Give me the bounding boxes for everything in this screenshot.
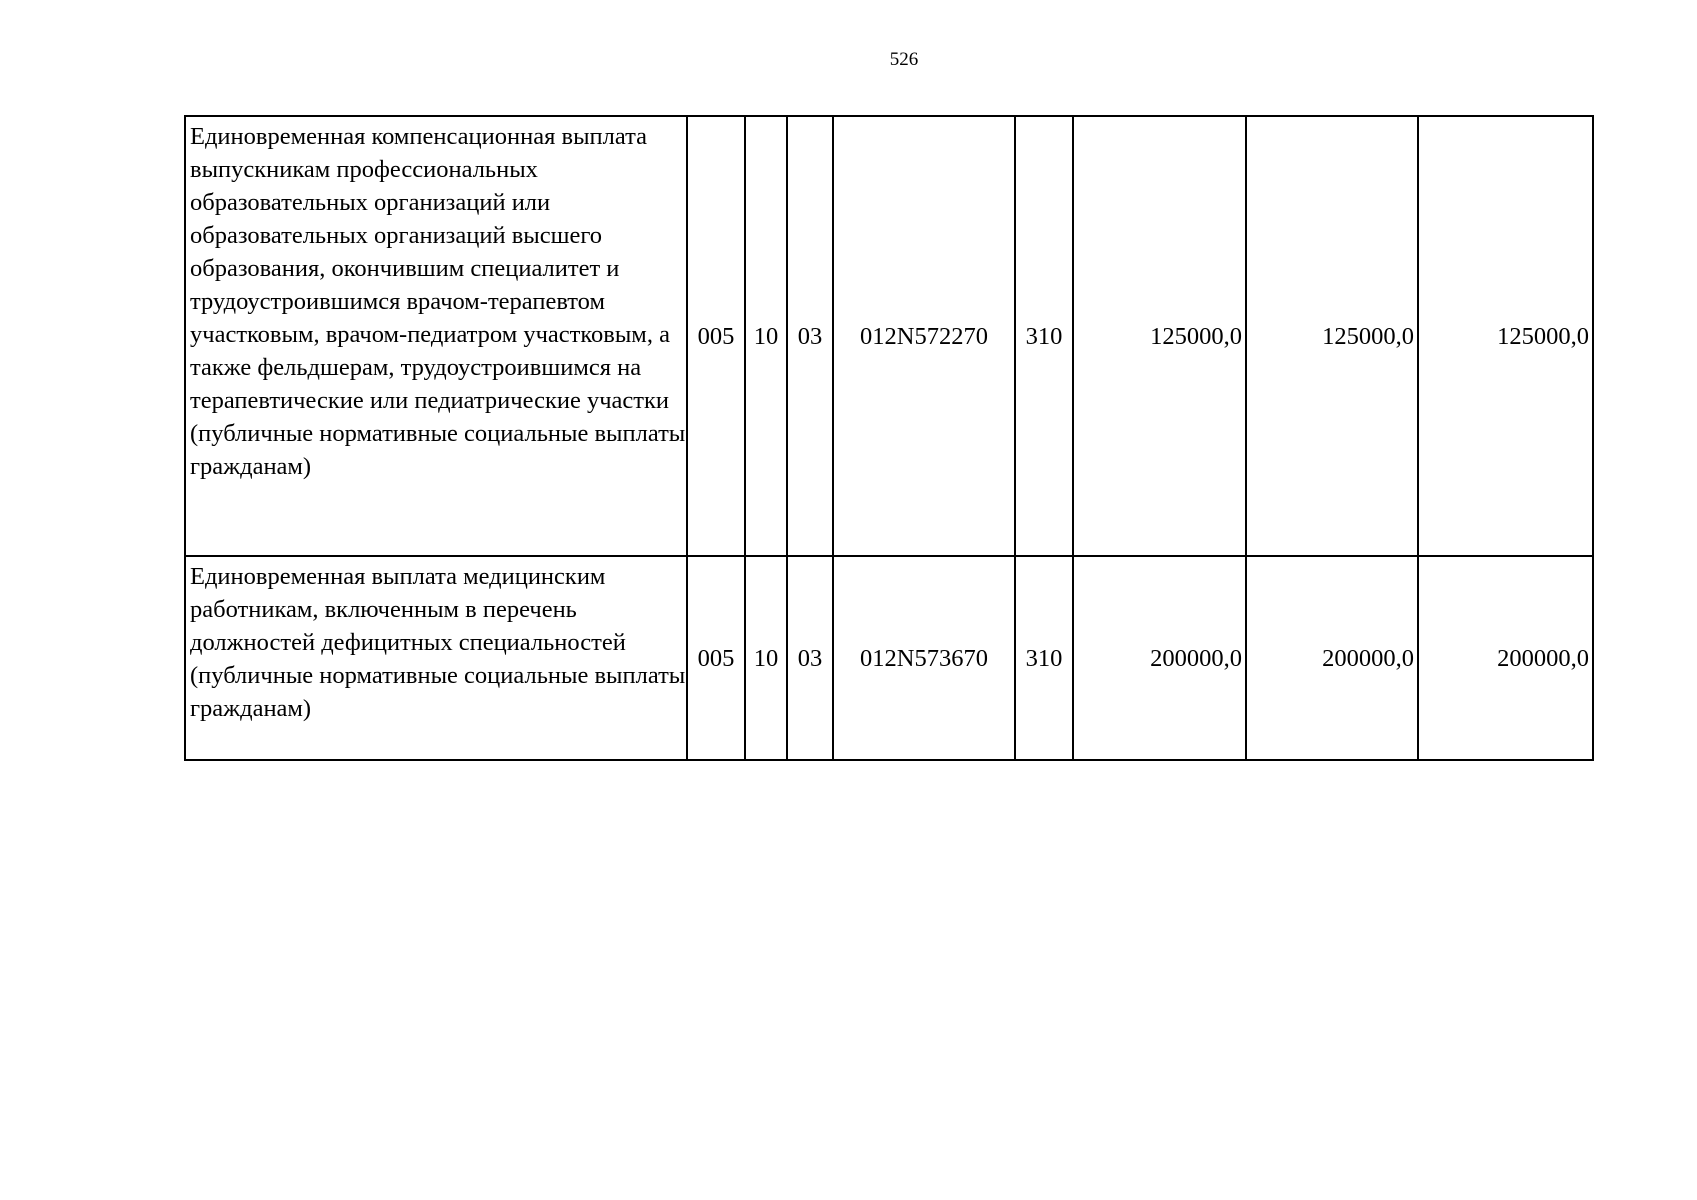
- ministry-code: 005: [687, 556, 745, 760]
- page-number: 526: [889, 49, 919, 70]
- amount-3: 200000,0: [1418, 556, 1593, 760]
- amount-2: 125000,0: [1246, 116, 1418, 556]
- row-description: Единовременная компенсационная выплата выпускникам профессиональных образовательных организаций или образовательных организаций высшего образования, окончившим специалитет и трудоустроившимся врачом-терапевтом участковым, врачом-педиатром участковым, а также фельдшерам, трудоустроившимся на терапевтические или педиатрические участки (публичные нормативные социальные выплаты гражданам): [185, 116, 687, 556]
- section-code: 10: [745, 116, 787, 556]
- budget-table: [184, 115, 1594, 761]
- row-description: Единовременная выплата медицинским работникам, включенным в перечень должностей дефицитных специальностей (публичные нормативные социальные выплаты гражданам): [185, 556, 687, 760]
- amount-3: 125000,0: [1418, 116, 1593, 556]
- table-row: [185, 556, 1593, 760]
- target-article-code: 012N573670: [833, 556, 1015, 760]
- expense-type-code: 310: [1015, 556, 1073, 760]
- subsection-code: 03: [787, 116, 833, 556]
- ministry-code: 005: [687, 116, 745, 556]
- table-row: [185, 116, 1593, 556]
- amount-1: 200000,0: [1073, 556, 1246, 760]
- subsection-code: 03: [787, 556, 833, 760]
- amount-2: 200000,0: [1246, 556, 1418, 760]
- section-code: 10: [745, 556, 787, 760]
- target-article-code: 012N572270: [833, 116, 1015, 556]
- amount-1: 125000,0: [1073, 116, 1246, 556]
- expense-type-code: 310: [1015, 116, 1073, 556]
